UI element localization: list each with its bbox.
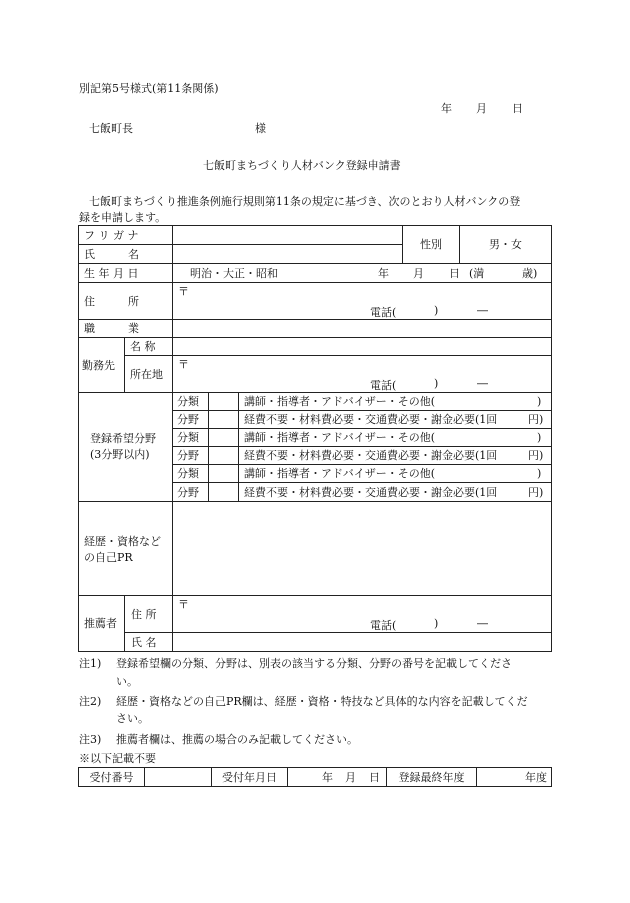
birth-month-label: 月 [413, 266, 424, 280]
fiscal-year-label: 年度 [525, 770, 547, 784]
address-label: 住 所 [84, 294, 139, 308]
birth-date-label: 生 年 月 日 [84, 266, 139, 280]
postal-mark: 〒 [178, 285, 189, 298]
occupation-label: 職 業 [84, 322, 139, 335]
addressee: 七飯町長 [89, 122, 133, 135]
age-open-label: (満 [469, 266, 485, 280]
receipt-number-label: 受付番号 [89, 770, 134, 784]
recommender-label: 推薦者 [84, 617, 117, 630]
field-row-close: 円) [528, 485, 544, 499]
last-registration-year-label: 登録最終年度 [398, 770, 465, 784]
note-text-cont: い。 [116, 675, 138, 688]
field-section-label: 登録希望分野 [90, 432, 156, 445]
receipt-year-label: 年 [322, 770, 333, 784]
phone-close: ) [434, 304, 439, 317]
field-row-close: ) [537, 466, 542, 480]
phone-dash: ― [477, 304, 488, 317]
pr-label-line1: 経歴・資格など [84, 535, 161, 548]
intro-line-2: 録を申請します。 [79, 211, 167, 224]
intro-line-1: 七飯町まちづくり推進条例施行規則第11条の規定に基づき、次のとおり人材バンクの登 [89, 195, 521, 208]
office-note: ※以下記載不要 [79, 752, 156, 765]
document-title: 七飯町まちづくり人材バンク登録申請書 [203, 159, 401, 172]
date-day-label: 日 [512, 102, 523, 115]
recommender-name-label: 氏 名 [131, 635, 157, 649]
pr-field[interactable] [173, 502, 551, 595]
honorific: 様 [255, 122, 266, 135]
age-close-label: 歳) [522, 266, 538, 280]
workplace-phone-dash: ― [477, 377, 488, 390]
birth-year-label: 年 [378, 266, 389, 280]
note-number: 注3) [79, 733, 102, 746]
field-row-close: ) [537, 430, 542, 444]
field-row-label: 分類 [177, 467, 199, 480]
field-row-options[interactable]: 経費不要・材料費必要・交通費必要・謝金必要(1回 [244, 485, 498, 499]
recommender-address-label: 住 所 [131, 607, 157, 621]
note-number: 注2) [79, 695, 102, 708]
field-row-label: 分野 [177, 413, 199, 426]
workplace-location-label: 所在地 [130, 367, 163, 381]
field-row-label: 分野 [177, 485, 199, 499]
pr-label-line2: の自己PR [84, 551, 133, 564]
gender-options[interactable]: 男・女 [489, 238, 522, 251]
receipt-day-label: 日 [369, 770, 380, 784]
form-reference: 別記第5号様式(第11条関係) [79, 82, 219, 95]
note-text: 経歴・資格などの自己PR欄は、経歴・資格・特技など具体的な内容を記載してくだ [116, 695, 528, 708]
field-row-options[interactable]: 講師・指導者・アドバイザー・その他( [244, 467, 436, 480]
note-text: 登録希望欄の分類、分野は、別表の該当する分類、分野の番号を記載してくださ [116, 657, 512, 670]
recommender-phone-label: 電話( [370, 619, 397, 632]
name-label: 氏 名 [84, 247, 139, 261]
furigana-field[interactable] [173, 226, 402, 244]
date-month-label: 月 [476, 102, 487, 115]
workplace-postal-mark: 〒 [178, 358, 189, 371]
field-row-options[interactable]: 経費不要・材料費必要・交通費必要・謝金必要(1回 [244, 449, 498, 462]
workplace-phone-close: ) [434, 377, 439, 390]
recommender-phone-close: ) [434, 617, 439, 630]
furigana-label: フ リ ガ ナ [84, 228, 139, 242]
receipt-date-label: 受付年月日 [222, 770, 277, 784]
note-text-cont: さい。 [116, 712, 149, 725]
field-row-options[interactable]: 講師・指導者・アドバイザー・その他( [244, 395, 436, 408]
recommender-postal-mark: 〒 [178, 598, 189, 611]
occupation-field[interactable] [173, 320, 551, 337]
receipt-month-label: 月 [345, 770, 356, 784]
field-row-close: 円) [528, 413, 544, 426]
workplace-label: 勤務先 [82, 358, 115, 372]
name-field[interactable] [173, 245, 402, 263]
recommender-phone-dash: ― [477, 617, 488, 630]
workplace-phone-label: 電話( [370, 379, 397, 392]
field-row-label: 分類 [177, 431, 199, 444]
field-row-options[interactable]: 講師・指導者・アドバイザー・その他( [244, 431, 436, 444]
field-row-options[interactable]: 経費不要・材料費必要・交通費必要・謝金必要(1回 [244, 413, 498, 426]
field-row-label: 分類 [177, 395, 199, 408]
birth-era-options[interactable]: 明治・大正・昭和 [190, 266, 278, 280]
field-row-close: 円) [528, 449, 544, 462]
note-text: 推薦者欄は、推薦の場合のみ記載してください。 [116, 733, 358, 746]
field-row-label: 分野 [177, 449, 199, 462]
birth-day-label: 日 [449, 266, 460, 280]
workplace-name-label: 名 称 [130, 340, 156, 353]
field-section-limit: (3分野以内) [90, 448, 150, 461]
phone-label: 電話( [370, 306, 397, 319]
field-row-close: ) [537, 394, 542, 408]
date-year-label: 年 [441, 102, 452, 115]
gender-label: 性別 [420, 238, 442, 251]
note-number: 注1) [79, 657, 102, 670]
